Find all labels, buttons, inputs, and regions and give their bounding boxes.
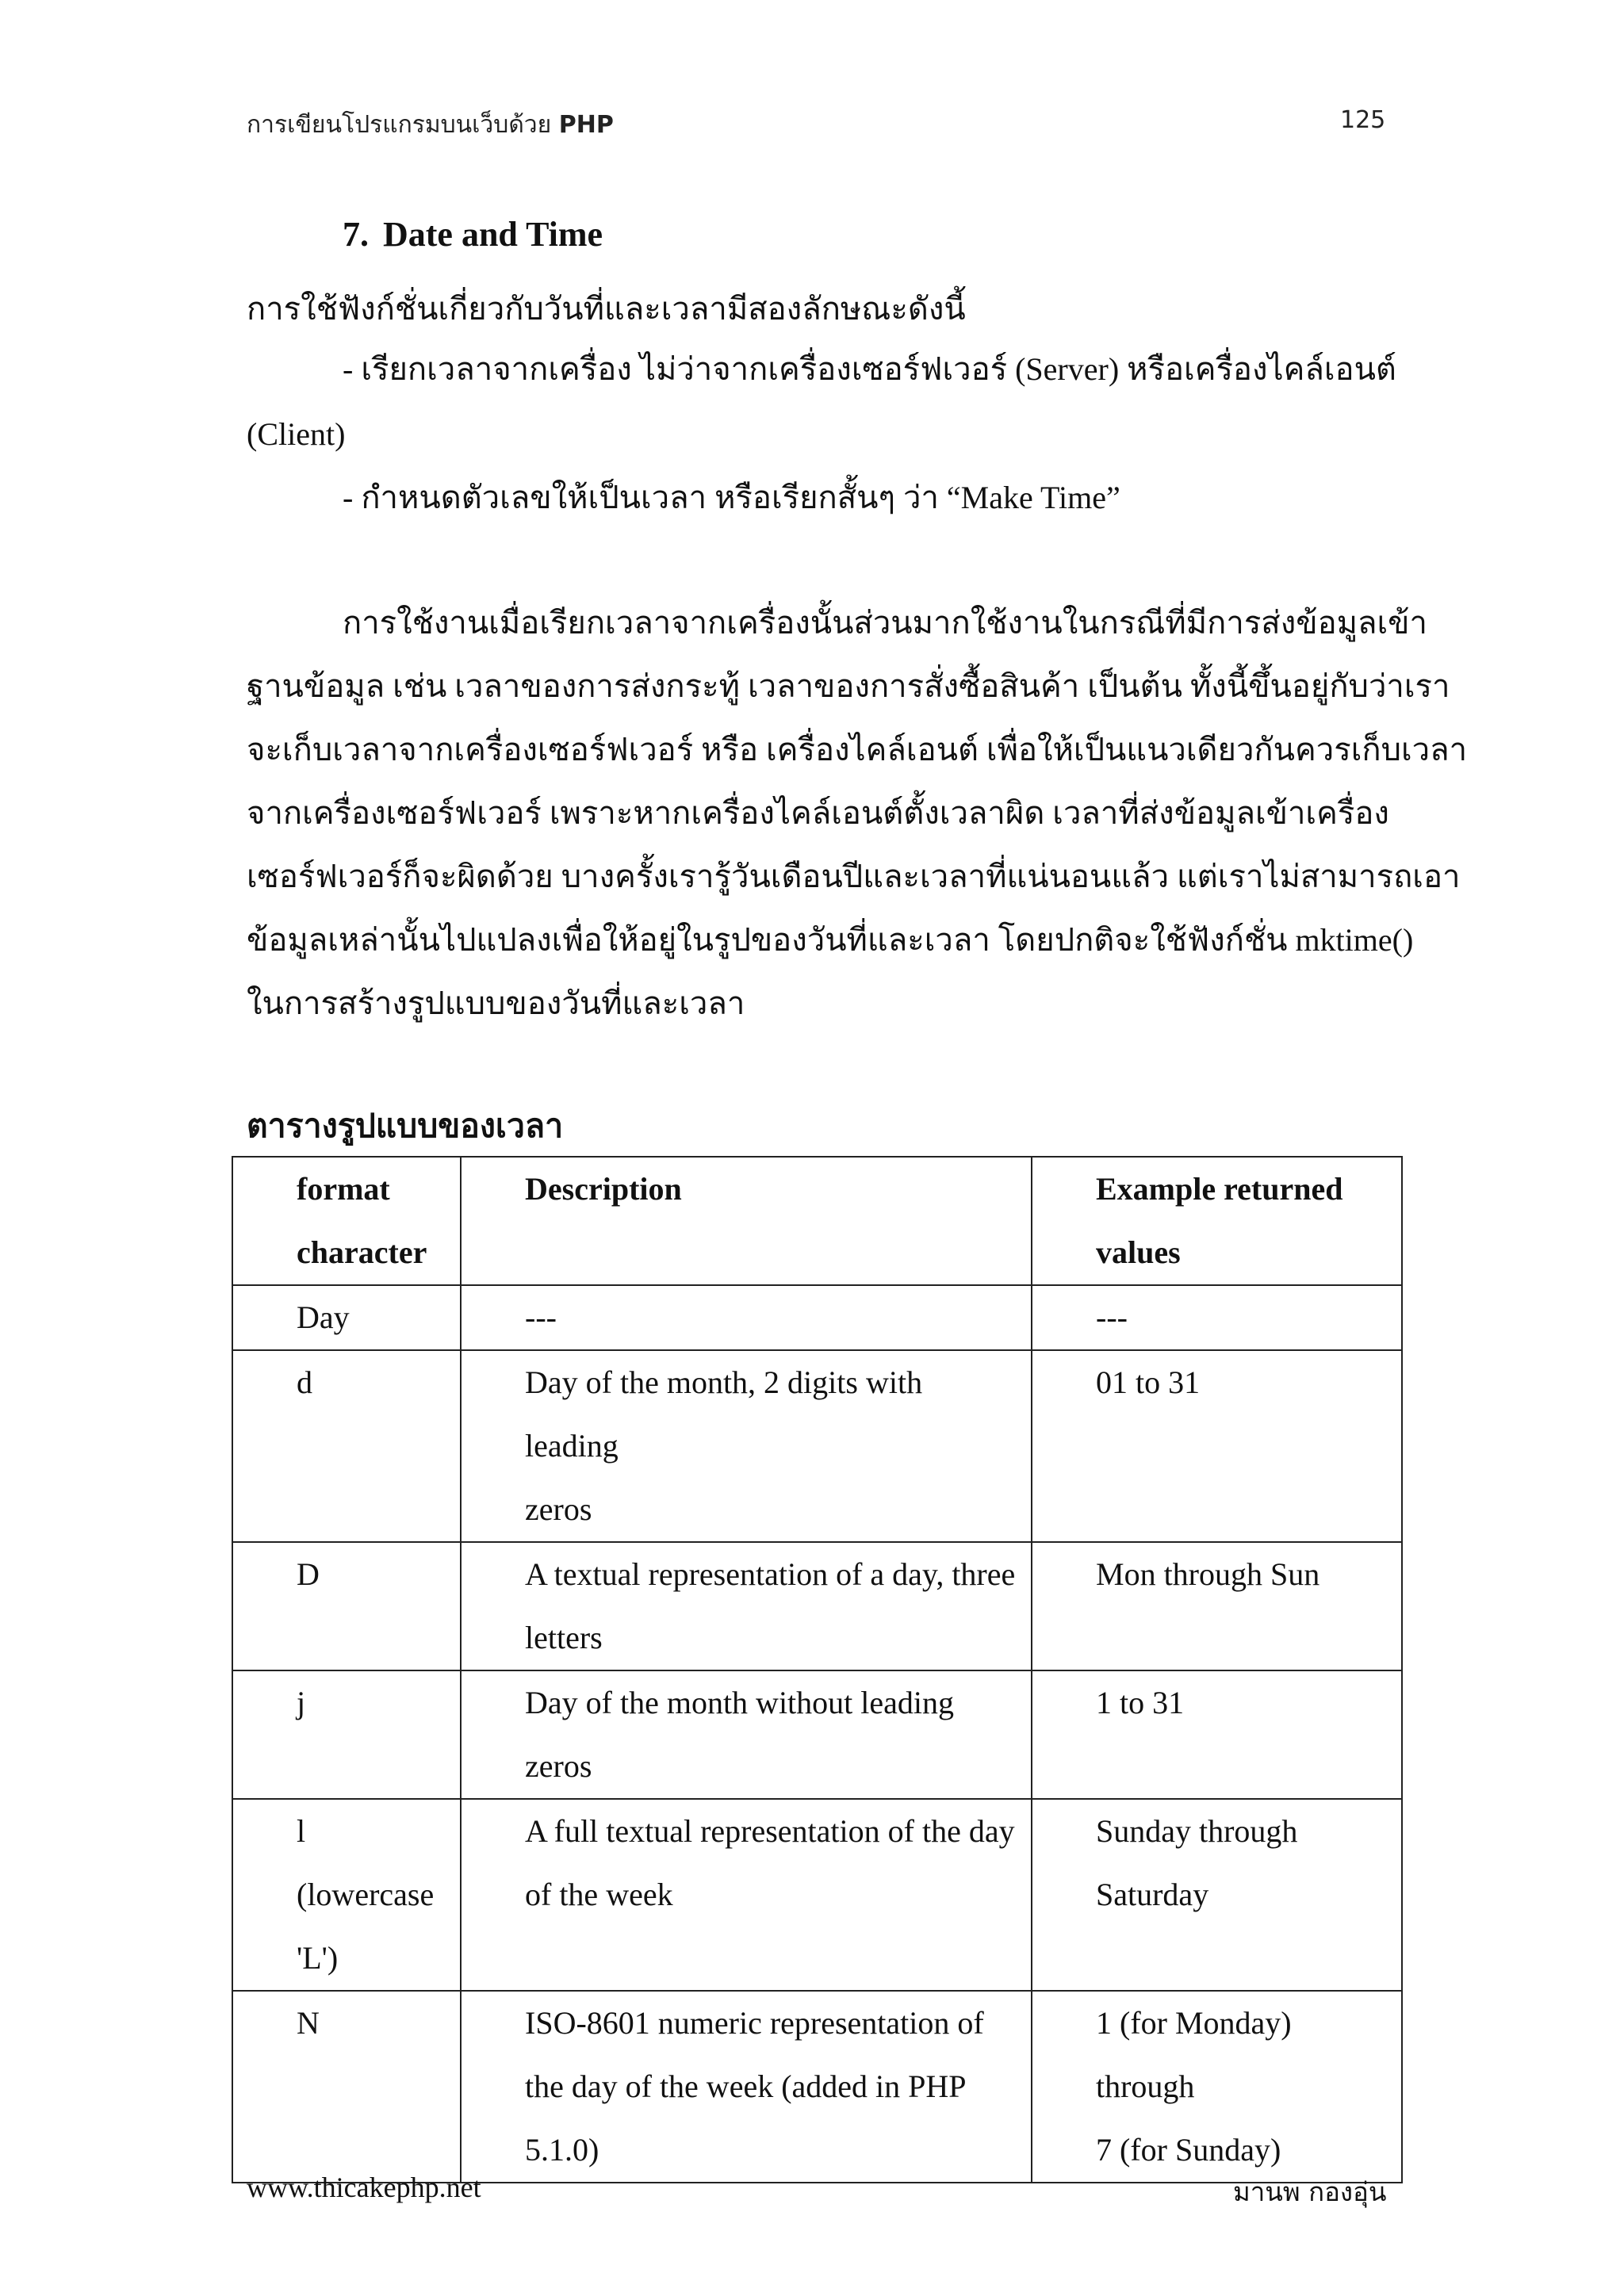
description-cell: [461, 1991, 1032, 2183]
cell-text: (lowercase: [297, 1877, 435, 1912]
intro-paragraph: การใช้ฟังก์ชั่นเกี่ยวกับวันที่และเวลามีสองลักษณะดังนี้: [247, 291, 966, 327]
header-cell-format: [232, 1157, 461, 1285]
description-cell: [461, 1350, 1032, 1542]
example-cell: [1032, 1670, 1402, 1799]
cell-text: Saturday: [1096, 1877, 1209, 1912]
cell-text: Mon through Sun: [1096, 1556, 1320, 1592]
table-row: [232, 1350, 1402, 1542]
date-format-table: [232, 1156, 1403, 2183]
bullet-server-client-continued: (Client): [247, 416, 346, 452]
header-cell-description: [461, 1157, 1032, 1285]
cell-text: zeros: [525, 1491, 592, 1527]
format-cell: [232, 1350, 461, 1542]
format-cell: [232, 1542, 461, 1670]
table-row: [232, 1285, 1402, 1350]
example-cell: [1032, 1542, 1402, 1670]
section-title: Date and Time: [383, 215, 603, 254]
description-cell: [461, 1542, 1032, 1670]
body-line: ฐานข้อมูล เช่น เวลาของการส่งกระทู้ เวลาของการสั่งซื้อสินค้า เป็นต้น ทั้งนี้ขึ้นอยู่กับว่าเรา: [247, 668, 1450, 704]
table-row: [232, 1542, 1402, 1670]
section-number: 7.: [343, 215, 369, 254]
format-cell: [232, 1799, 461, 1991]
cell-text: A full textual representation of the day: [525, 1813, 1015, 1849]
example-cell: [1032, 1799, 1402, 1991]
header-text: Description: [525, 1171, 682, 1207]
header-text: format: [297, 1171, 390, 1207]
cell-text: N: [297, 2005, 320, 2041]
header-text: Example returned: [1096, 1171, 1343, 1207]
cell-text: letters: [525, 1620, 603, 1655]
bullet-make-time: - กำหนดตัวเลขให้เป็นเวลา หรือเรียกสั้นๆ ว่า “Make Time”: [343, 480, 1120, 515]
page-number: 125: [1340, 106, 1386, 134]
cell-text: ---: [1096, 1299, 1128, 1335]
header-text: values: [1096, 1234, 1181, 1270]
section-heading: [343, 214, 603, 254]
cell-text: 7 (for Sunday): [1096, 2132, 1281, 2168]
cell-text: Day: [297, 1299, 350, 1335]
table-header-row: [232, 1157, 1402, 1285]
cell-text: l: [297, 1813, 306, 1849]
header-text: character: [297, 1234, 427, 1270]
cell-text: 1 to 31: [1096, 1685, 1185, 1720]
cell-text: 01 to 31: [1096, 1364, 1201, 1400]
body-line: ในการสร้างรูปแบบของวันที่และเวลา: [247, 985, 745, 1021]
cell-text: 'L'): [297, 1940, 339, 1976]
description-cell: [461, 1670, 1032, 1799]
header-title-thai: การเขียนโปรแกรมบนเว็บด้วย: [247, 111, 552, 139]
header-title-php: PHP: [558, 111, 614, 139]
cell-text: ---: [525, 1299, 557, 1335]
cell-text: 5.1.0): [525, 2132, 599, 2168]
table-row: [232, 1991, 1402, 2183]
body-line: จะเก็บเวลาจากเครื่องเซอร์ฟเวอร์ หรือ เครื่องไคล์เอนต์ เพื่อให้เป็นแนวเดียวกันควรเก็บเวลา: [247, 732, 1468, 767]
cell-text: ISO-8601 numeric representation of: [525, 2005, 984, 2041]
cell-text: Sunday through: [1096, 1813, 1298, 1849]
footer-website: www.thicakephp.net: [247, 2172, 481, 2203]
table-row: [232, 1670, 1402, 1799]
cell-text: the day of the week (added in PHP: [525, 2068, 967, 2104]
format-cell: [232, 1991, 461, 2183]
cell-text: j: [297, 1685, 306, 1720]
body-line: จากเครื่องเซอร์ฟเวอร์ เพราะหากเครื่องไคล์เอนต์ตั้งเวลาผิด เวลาที่ส่งข้อมูลเข้าเครื่อง: [247, 795, 1389, 831]
cell-text: d: [297, 1364, 312, 1400]
example-cell: [1032, 1285, 1402, 1350]
table-row: [232, 1799, 1402, 1991]
example-cell: [1032, 1350, 1402, 1542]
cell-text: A textual representation of a day, three: [525, 1556, 1016, 1592]
description-cell: [461, 1799, 1032, 1991]
running-header-title: [247, 106, 614, 144]
cell-text: of the week: [525, 1877, 673, 1912]
cell-text: D: [297, 1556, 320, 1592]
format-cell: [232, 1285, 461, 1350]
table-title: ตารางรูปแบบของเวลา: [247, 1108, 564, 1144]
footer-author: มานพ กองอุ่น: [1233, 2176, 1387, 2207]
header-cell-example: [1032, 1157, 1402, 1285]
body-line: เซอร์ฟเวอร์ก็จะผิดด้วย บางครั้งเรารู้วันเดือนปีและเวลาที่แน่นอนแล้ว แต่เราไม่สามารถเอา: [247, 859, 1461, 894]
body-line: ข้อมูลเหล่านั้นไปแปลงเพื่อให้อยู่ในรูปของวันที่และเวลา โดยปกติจะใช้ฟังก์ชั่น mktime(): [247, 922, 1414, 958]
body-line: การใช้งานเมื่อเรียกเวลาจากเครื่องนั้นส่วนมากใช้งานในกรณีที่มีการส่งข้อมูลเข้า: [343, 605, 1427, 641]
cell-text: Day of the month without leading zeros: [525, 1685, 955, 1784]
cell-text: 1 (for Monday) through: [1096, 2005, 1292, 2104]
example-cell: [1032, 1991, 1402, 2183]
description-cell: [461, 1285, 1032, 1350]
bullet-server-client: - เรียกเวลาจากเครื่อง ไม่ว่าจากเครื่องเซอร์ฟเวอร์ (Server) หรือเครื่องไคล์เอนต์: [343, 351, 1396, 387]
cell-text: Day of the month, 2 digits with leading: [525, 1364, 923, 1464]
format-cell: [232, 1670, 461, 1799]
